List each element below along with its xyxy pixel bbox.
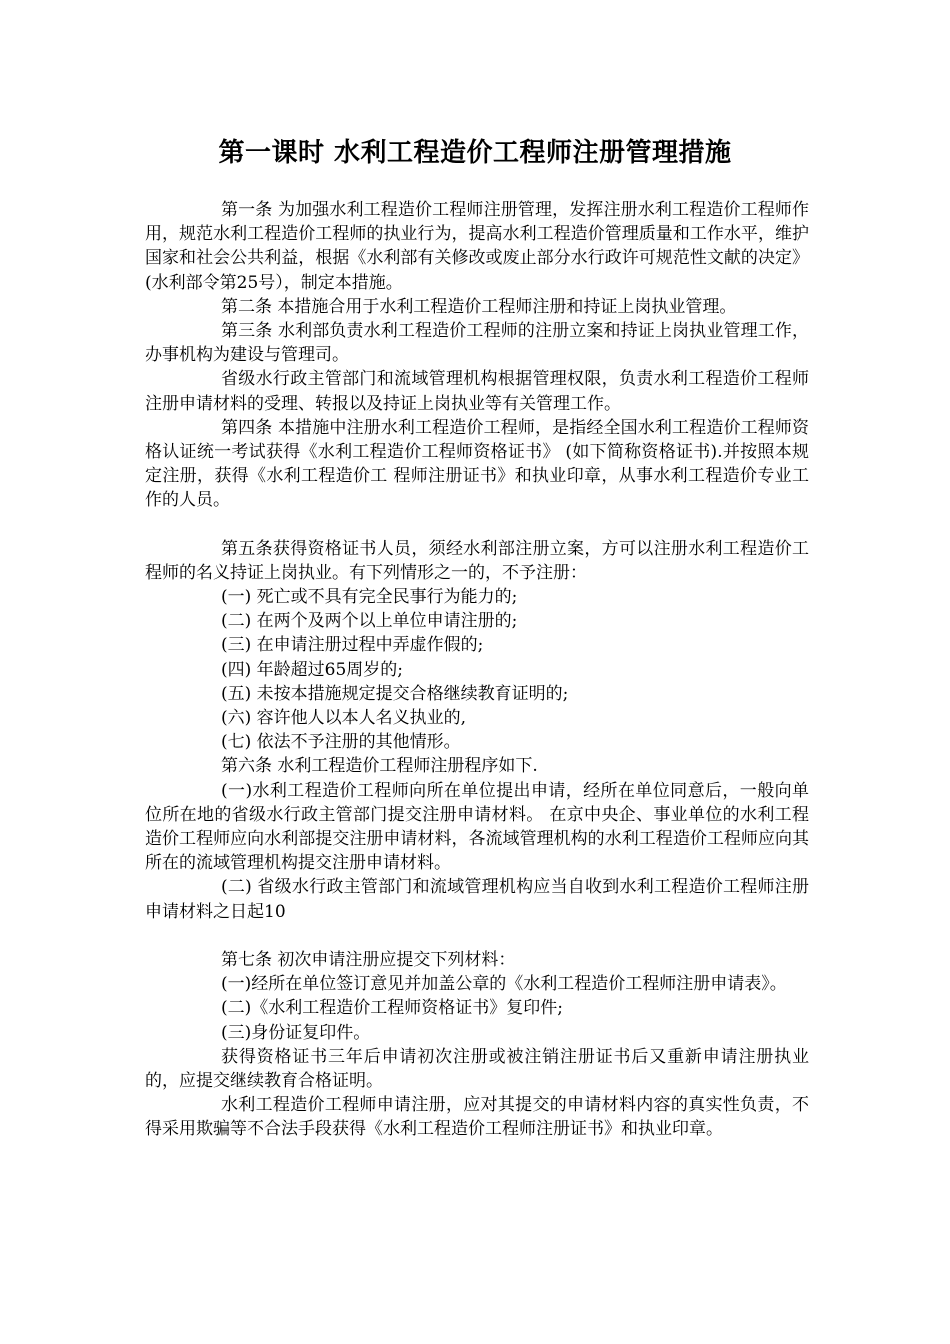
- article-7-item-3: (三)身份证复印件。: [221, 1022, 371, 1043]
- article-5-item-7: (七) 依法不予注册的其他情形。: [221, 732, 461, 753]
- article-7-paragraph-2: 获得资格证书三年后申请初次注册或被注销注册证书后又重新申请注册执业的，应提交继续教育合格证明。: [145, 1046, 809, 1091]
- article-7: 第七条 初次申请注册应提交下列材料：: [221, 949, 516, 970]
- article-3: 第三条 水利部负责水利工程造价工程师的注册立案和持证上岗执业管理工作，办事机构为建设与管理司。: [145, 321, 809, 366]
- article-5-item-5: (五) 未按本措施规定提交合格继续教育证明的;: [221, 683, 569, 704]
- article-5-item-6: (六) 容许他人以本人名义执业的,: [221, 708, 467, 729]
- article-4: 第四条 本措施中注册水利工程造价工程师，是指经全国水利工程造价工程师资格认证统一考试获得《水利工程造价工程师资格证书》 (如下简称资格证书).并按照本规定注册，获得《水利工程造价工 程师注册证书》和执业印章，从事水利工程造价专业工作的人员。: [145, 417, 809, 511]
- article-6-item-1: (一)水利工程造价工程师向所在单位提出申请，经所在单位同意后，一般向单位所在地的省级水行政主管部门提交注册申请材料。 在京中央企、事业单位的水利工程造价工程师应向水利部提交注册申请材料，各流域管理机构的水利工程造价工程师应向其所在的流域管理机构提交注册申请材料。: [145, 780, 809, 874]
- article-6-item-2: (二) 省级水行政主管部门和流域管理机构应当自收到水利工程造价工程师注册申请材料之日起10: [145, 877, 809, 922]
- article-3-paragraph-2: 省级水行政主管部门和流域管理机构根据管理权限，负责水利工程造价工程师注册申请材料的受理、转报以及持证上岗执业等有关管理工作。: [145, 369, 809, 414]
- article-5: 第五条获得资格证书人员，须经水利部注册立案，方可以注册水利工程造价工程师的名义持证上岗执业。有下列情形之一的，不予注册：: [145, 538, 809, 583]
- article-5-item-4: (四) 年龄超过65周岁的;: [221, 659, 404, 680]
- article-7-item-2: (二)《水利工程造价工程师资格证书》复印件;: [221, 998, 563, 1019]
- article-6: 第六条 水利工程造价工程师注册程序如下.: [221, 756, 538, 777]
- article-5-item-1: (一) 死亡或不具有完全民事行为能力的;: [221, 587, 518, 608]
- article-5-item-2: (二) 在两个及两个以上单位申请注册的;: [221, 611, 518, 632]
- article-1: 第一条 为加强水利工程造价工程师注册管理，发挥注册水利工程造价工程师作用，规范水利工程造价工程师的执业行为，提高水利工程造价管理质量和工作水平，维护国家和社会公共利益，根据《水利部有关修改或废止部分水行政许可规范性文献的决定》(水利部令第25号），制定本措施。: [145, 200, 809, 293]
- article-7-item-1: (一)经所在单位签订意见并加盖公章的《水利工程造价工程师注册申请表》。: [221, 974, 787, 995]
- article-5-item-3: (三) 在申请注册过程中弄虚作假的;: [221, 635, 484, 656]
- article-7-paragraph-3: 水利工程造价工程师申请注册，应对其提交的申请材料内容的真实性负责，不得采用欺骗等不合法手段获得《水利工程造价工程师注册证书》和执业印章。: [145, 1095, 809, 1140]
- document-body: [145, 198, 809, 1142]
- article-2: 第二条 本措施合用于水利工程造价工程师注册和持证上岗执业管理。: [221, 296, 737, 317]
- document-title: 第一课时 水利工程造价工程师注册管理措施: [218, 138, 732, 168]
